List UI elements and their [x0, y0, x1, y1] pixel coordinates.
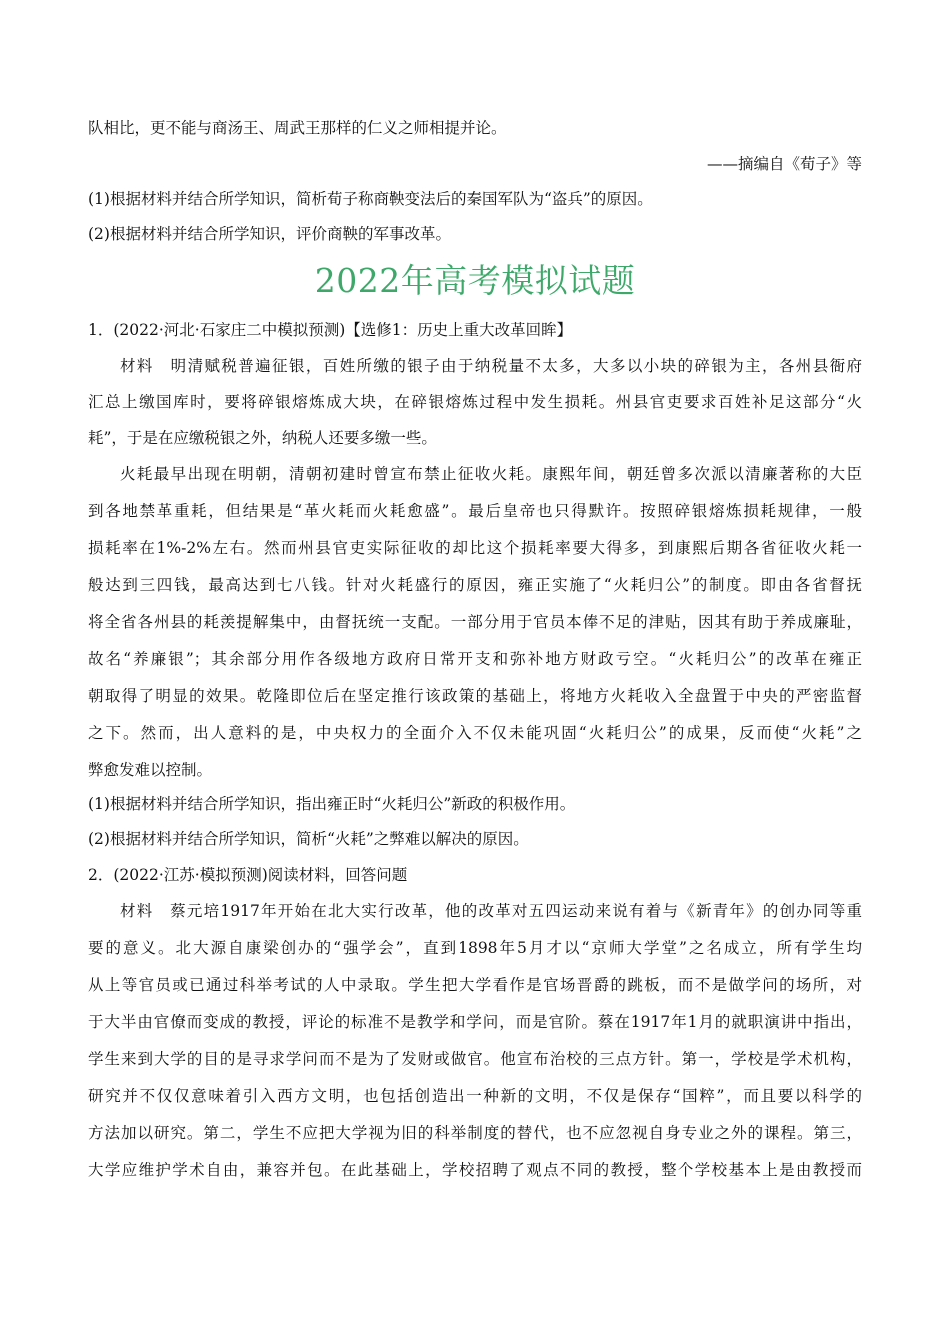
q1-header: 1．(2022·河北·石家庄二中模拟预测)【选修1：历史上重大改革回眸】	[88, 321, 573, 339]
intro-source: ——摘编自《荀子》等	[706, 155, 862, 173]
q2-para-line: 于大半由官僚而变成的教授，评论的标准不是教学和学问，而是官阶。蔡在1917年1月的就职演讲中指出，	[88, 1013, 862, 1031]
q1-question-2: (2)根据材料并结合所学知识，简析“火耗”之弊难以解决的原因。	[88, 830, 529, 848]
q1-para2-line: 损耗率在1%-2%左右。然而州县官吏实际征收的却比这个损耗率要大得多，到康熙后期各省征收火耗一	[88, 539, 862, 557]
q1-question-1: (1)根据材料并结合所学知识，指出雍正时“火耗归公”新政的积极作用。	[88, 795, 576, 813]
q1-para2-line: 故名“养廉银”；其余部分用作各级地方政府日常开支和弥补地方财政亏空。“火耗归公”的改革在雍正	[88, 650, 862, 668]
q2-para-line: 研究并不仅仅意味着引入西方文明，也包括创造出一种新的文明，不仅是保存“国粹”，而且要以科学的	[88, 1087, 862, 1105]
q2-para-line: 材料 蔡元培1917年开始在北大实行改革，他的改革对五四运动来说有着与《新青年》的创办同等重	[120, 902, 862, 920]
q2-para-line: 学生来到大学的目的是寻求学问而不是为了发财或做官。他宣布治校的三点方针。第一，学校是学术机构，	[88, 1050, 862, 1068]
q1-para2-line: 弊愈发难以控制。	[88, 761, 213, 779]
section-title: 2022年高考模拟试题	[314, 261, 636, 300]
q2-para-line: 大学应维护学术自由，兼容并包。在此基础上，学校招聘了观点不同的教授，整个学校基本上是由教授而	[88, 1161, 862, 1179]
q2-para-line: 从上等官员或已通过科举考试的人中录取。学生把大学看作是官场晋爵的跳板，而不是做学问的场所，对	[88, 976, 862, 994]
q1-para2-line: 朝取得了明显的效果。乾隆即位后在坚定推行该政策的基础上，将地方火耗收入全盘置于中央的严密监督	[88, 687, 862, 705]
q2-header: 2．(2022·江苏·模拟预测)阅读材料，回答问题	[88, 866, 408, 884]
q1-para2-line: 火耗最早出现在明朝，清朝初建时曾宣布禁止征收火耗。康熙年间，朝廷曾多次派以清廉著称的大臣	[120, 465, 862, 483]
q2-para-line: 方法加以研究。第二，学生不应把大学视为旧的科举制度的替代，也不应忽视自身专业之外的课程。第三，	[88, 1124, 862, 1142]
q1-para2-line: 到各地禁革重耗，但结果是“革火耗而火耗愈盛”。最后皇帝也只得默许。按照碎银熔炼损耗规律，一般	[88, 502, 862, 520]
q1-para1-line: 耗”，于是在应缴税银之外，纳税人还要多缴一些。	[88, 429, 437, 447]
q1-para2-line: 般达到三四钱，最高达到七八钱。针对火耗盛行的原因，雍正实施了“火耗归公”的制度。即由各省督抚	[88, 576, 862, 594]
q2-para-line: 要的意义。北大源自康梁创办的“强学会”，直到1898年5月才以“京师大学堂”之名成立，所有学生均	[88, 939, 862, 957]
q1-para2-line: 将全省各州县的耗羡提解集中，由督抚统一支配。一部分用于官员本俸不足的津贴，因其有助于养成廉耻，	[88, 613, 862, 631]
q1-para1-line: 材料 明清赋税普遍征银，百姓所缴的银子由于纳税量不太多，大多以小块的碎银为主，各州县衙府	[120, 357, 862, 375]
intro-question-1: (1)根据材料并结合所学知识，简析荀子称商鞅变法后的秦国军队为“盗兵”的原因。	[88, 190, 653, 208]
intro-continuation: 队相比，更不能与商汤王、周武王那样的仁义之师相提并论。	[88, 119, 507, 137]
q1-para2-line: 之下。然而，出人意料的是，中央权力的全面介入不仅未能巩固“火耗归公”的成果，反而使“火耗”之	[88, 724, 862, 742]
q1-para1-line: 汇总上缴国库时，要将碎银熔炼成大块，在碎银熔炼过程中发生损耗。州县官吏要求百姓补足这部分“火	[88, 393, 862, 411]
intro-question-2: (2)根据材料并结合所学知识，评价商鞅的军事改革。	[88, 225, 451, 243]
